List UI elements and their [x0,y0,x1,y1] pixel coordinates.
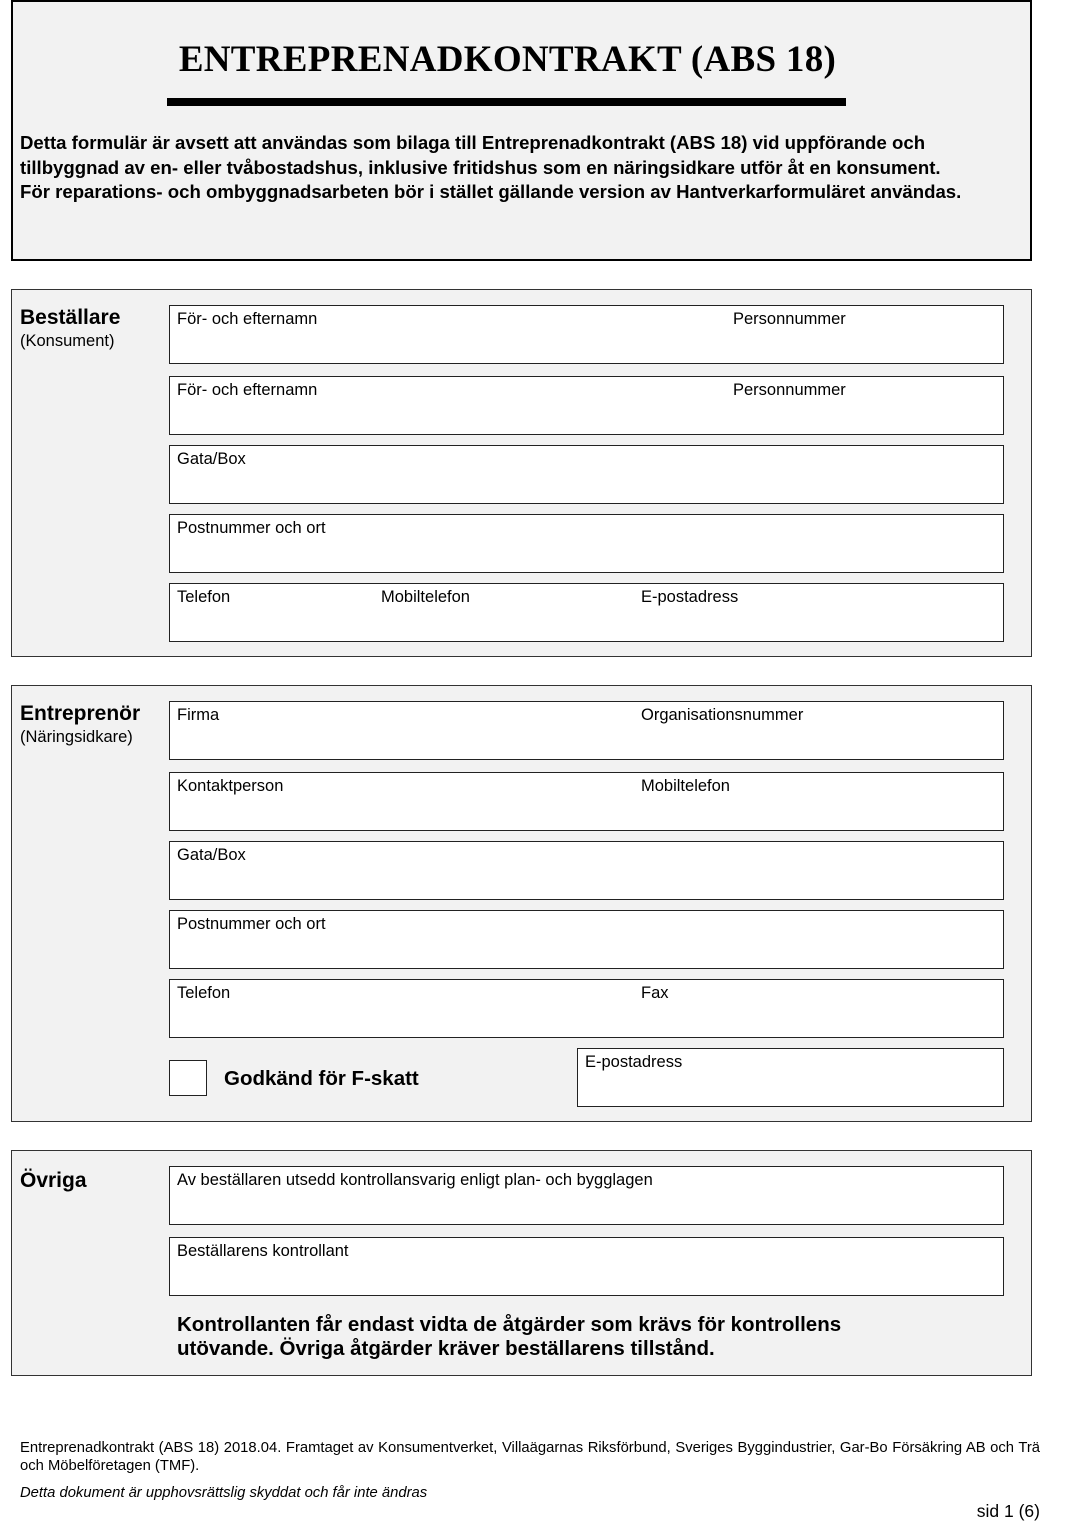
bestallare-street-field[interactable] [169,445,1004,504]
bestallare-subtitle: (Konsument) [20,332,115,350]
field-label: För- och efternamn [177,310,318,328]
field-label: Organisationsnummer [641,706,804,724]
kontrollansvarig-field[interactable] [169,1166,1004,1225]
field-label: E-postadress [641,588,739,606]
ovriga-title: Övriga [20,1169,87,1192]
entreprenor-subtitle: (Näringsidkare) [20,728,133,746]
page-number: sid 1 (6) [976,1501,1040,1521]
entreprenor-phone-field[interactable] [169,979,1004,1038]
field-label: Personnummer [733,381,846,399]
intro-text [20,131,1025,205]
field-label: Kontaktperson [177,777,284,795]
intro-line: Detta formulär är avsett att användas som bilaga till Entreprenadkontrakt (ABS 18) vid uppförande och [20,132,926,153]
field-label: Fax [641,984,669,1002]
title-underline [167,98,846,106]
bestallare-title: Beställare [20,306,121,329]
bestallare-name1-field[interactable] [169,305,1004,364]
field-label: Personnummer [733,310,846,328]
kontrollant-note [177,1313,937,1360]
fskatt-label: Godkänd för F-skatt [224,1067,419,1090]
field-label: Av beställaren utsedd kontrollansvarig enligt plan- och bygglagen [177,1171,653,1189]
note-line: Kontrollanten får endast vidta de åtgärder som krävs för kontrollens [177,1313,842,1336]
fskatt-checkbox[interactable] [169,1060,207,1096]
entreprenor-email-field[interactable] [577,1048,1004,1107]
note-line: utövande. Övriga åtgärder kräver beställarens tillstånd. [177,1336,715,1360]
bestallare-contact-field[interactable] [169,583,1004,642]
entreprenor-contact-field[interactable] [169,772,1004,831]
field-label: Postnummer och ort [177,915,326,933]
entreprenor-title: Entreprenör [20,702,141,725]
field-label: Postnummer och ort [177,519,326,537]
kontrollant-field[interactable] [169,1237,1004,1296]
entreprenor-street-field[interactable] [169,841,1004,900]
document-title: ENTREPRENADKONTRAKT (ABS 18) [178,39,837,80]
field-label: Telefon [177,984,231,1002]
bestallare-postal-field[interactable] [169,514,1004,573]
field-label: Mobiltelefon [381,588,470,606]
bestallare-name2-field[interactable] [169,376,1004,435]
field-label: Telefon [177,588,231,606]
field-label: E-postadress [585,1053,683,1071]
field-label: Gata/Box [177,450,246,468]
entreprenor-postal-field[interactable] [169,910,1004,969]
footer-text: Entreprenadkontrakt (ABS 18) 2018.04. Framtaget av Konsumentverket, Villaägarnas Riksförbund, Sveriges Byggindustrier, Gar-Bo Försäkring AB och Trä och Möbelföretagen (TMF). [20,1440,1040,1474]
field-label: Mobiltelefon [641,777,730,795]
entreprenor-company-field[interactable] [169,701,1004,760]
field-label: Firma [177,706,220,724]
field-label: Beställarens kontrollant [177,1242,349,1260]
intro-line: För reparations- och ombyggnadsarbeten bör i stället gällande version av Hantverkarformuläret användas. [20,181,962,202]
copyright-notice: Detta dokument är upphovsrättslig skyddat och får inte ändras [20,1485,428,1501]
field-label: Gata/Box [177,846,246,864]
field-label: För- och efternamn [177,381,318,399]
intro-line: tillbyggnad av en- eller tvåbostadshus, inklusive fritidshus som en näringsidkare utför åt en konsument. [20,156,941,178]
